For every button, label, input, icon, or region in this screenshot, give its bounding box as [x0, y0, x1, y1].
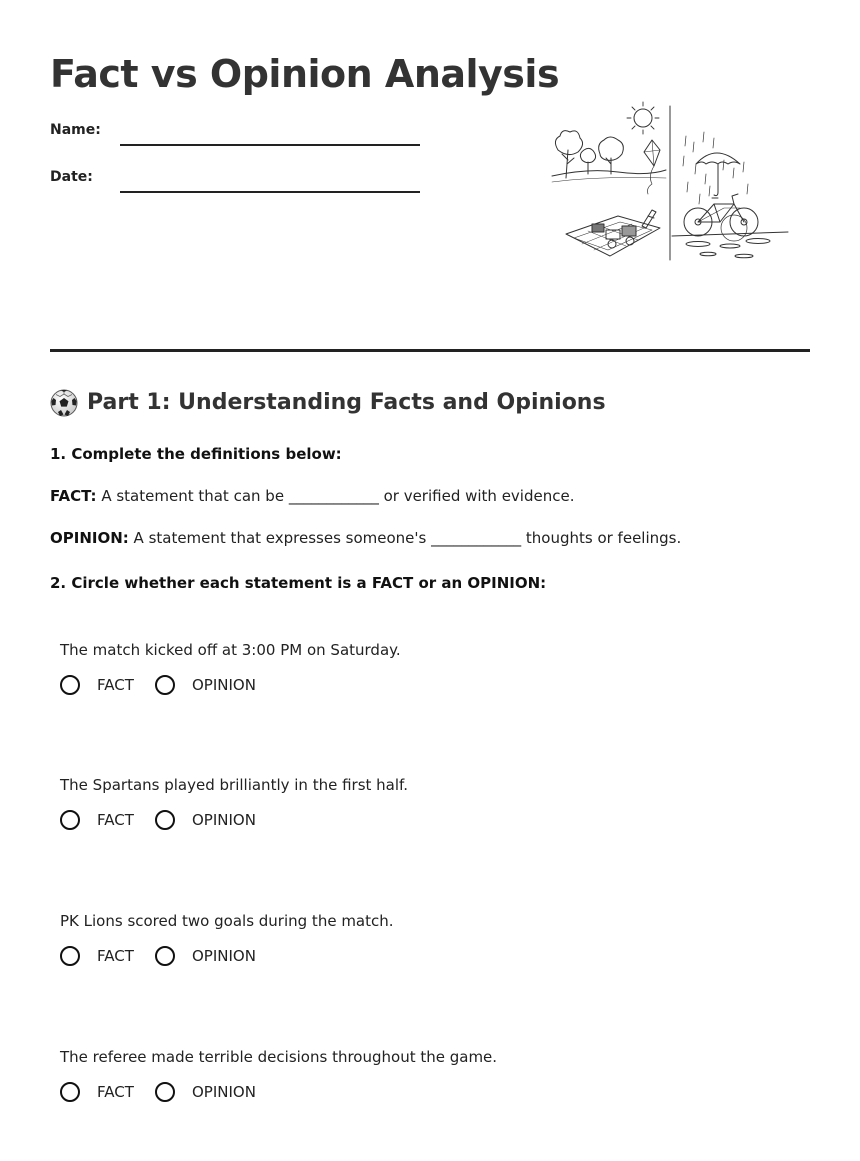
opinion-option-label: OPINION: [192, 811, 256, 829]
statement-item: [60, 1048, 760, 1118]
fact-radio-circle[interactable]: [60, 1082, 80, 1102]
park-and-rain-sketch-icon: [548, 98, 792, 264]
fact-option-label: FACT: [97, 811, 134, 829]
worksheet-page: [50, 0, 810, 1161]
opinion-option-label: OPINION: [192, 947, 256, 965]
soccer-ball-icon: [50, 389, 78, 417]
statement-item: [60, 776, 760, 846]
opinion-term: OPINION:: [50, 529, 129, 547]
statement-text: The referee made terrible decisions throughout the game.: [60, 1048, 498, 1066]
question-1-label: 1. Complete the definitions below:: [50, 445, 342, 463]
fact-radio-circle[interactable]: [60, 675, 80, 695]
fact-definition-text: A statement that can be ____________ or verified with evidence.: [96, 487, 575, 505]
opinion-definition-text: A statement that expresses someone's ____________ thoughts or feelings.: [128, 529, 682, 547]
fact-option-label: FACT: [97, 947, 134, 965]
opinion-radio-circle[interactable]: [155, 810, 175, 830]
opinion-radio-circle[interactable]: [155, 1082, 175, 1102]
opinion-radio-circle[interactable]: [155, 675, 175, 695]
part1-heading: [50, 388, 606, 418]
fact-term: FACT:: [50, 487, 97, 505]
opinion-radio-circle[interactable]: [155, 946, 175, 966]
opinion-option[interactable]: [155, 944, 256, 968]
fact-definition: [50, 487, 574, 505]
opinion-definition: [50, 529, 681, 547]
statement-item: [60, 912, 760, 982]
opinion-option[interactable]: [155, 808, 256, 832]
date-field: [50, 169, 420, 193]
fact-option[interactable]: [60, 673, 134, 697]
opinion-option-label: OPINION: [192, 1083, 256, 1101]
fact-option-label: FACT: [97, 1083, 134, 1101]
fact-radio-circle[interactable]: [60, 946, 80, 966]
fact-option[interactable]: [60, 1080, 134, 1104]
fact-option[interactable]: [60, 944, 134, 968]
date-blank-line[interactable]: [120, 191, 420, 193]
statement-text: The Spartans played brilliantly in the first half.: [60, 776, 408, 794]
name-blank-line[interactable]: [120, 144, 420, 146]
opinion-option-label: OPINION: [192, 676, 256, 694]
opinion-option[interactable]: [155, 1080, 256, 1104]
fact-option-label: FACT: [97, 676, 134, 694]
statement-text: PK Lions scored two goals during the match.: [60, 912, 394, 930]
fact-radio-circle[interactable]: [60, 810, 80, 830]
page-title: Fact vs Opinion Analysis: [50, 52, 560, 96]
part1-title: Part 1: Understanding Facts and Opinions: [87, 390, 606, 415]
fact-option[interactable]: [60, 808, 134, 832]
name-field: [50, 122, 420, 146]
opinion-option[interactable]: [155, 673, 256, 697]
question-2-label: 2. Circle whether each statement is a FACT or an OPINION:: [50, 574, 547, 592]
statement-text: The match kicked off at 3:00 PM on Saturday.: [60, 641, 401, 659]
name-label: Name:: [50, 122, 101, 138]
date-label: Date:: [50, 169, 93, 185]
section-divider: [50, 349, 810, 352]
statement-item: [60, 641, 760, 711]
